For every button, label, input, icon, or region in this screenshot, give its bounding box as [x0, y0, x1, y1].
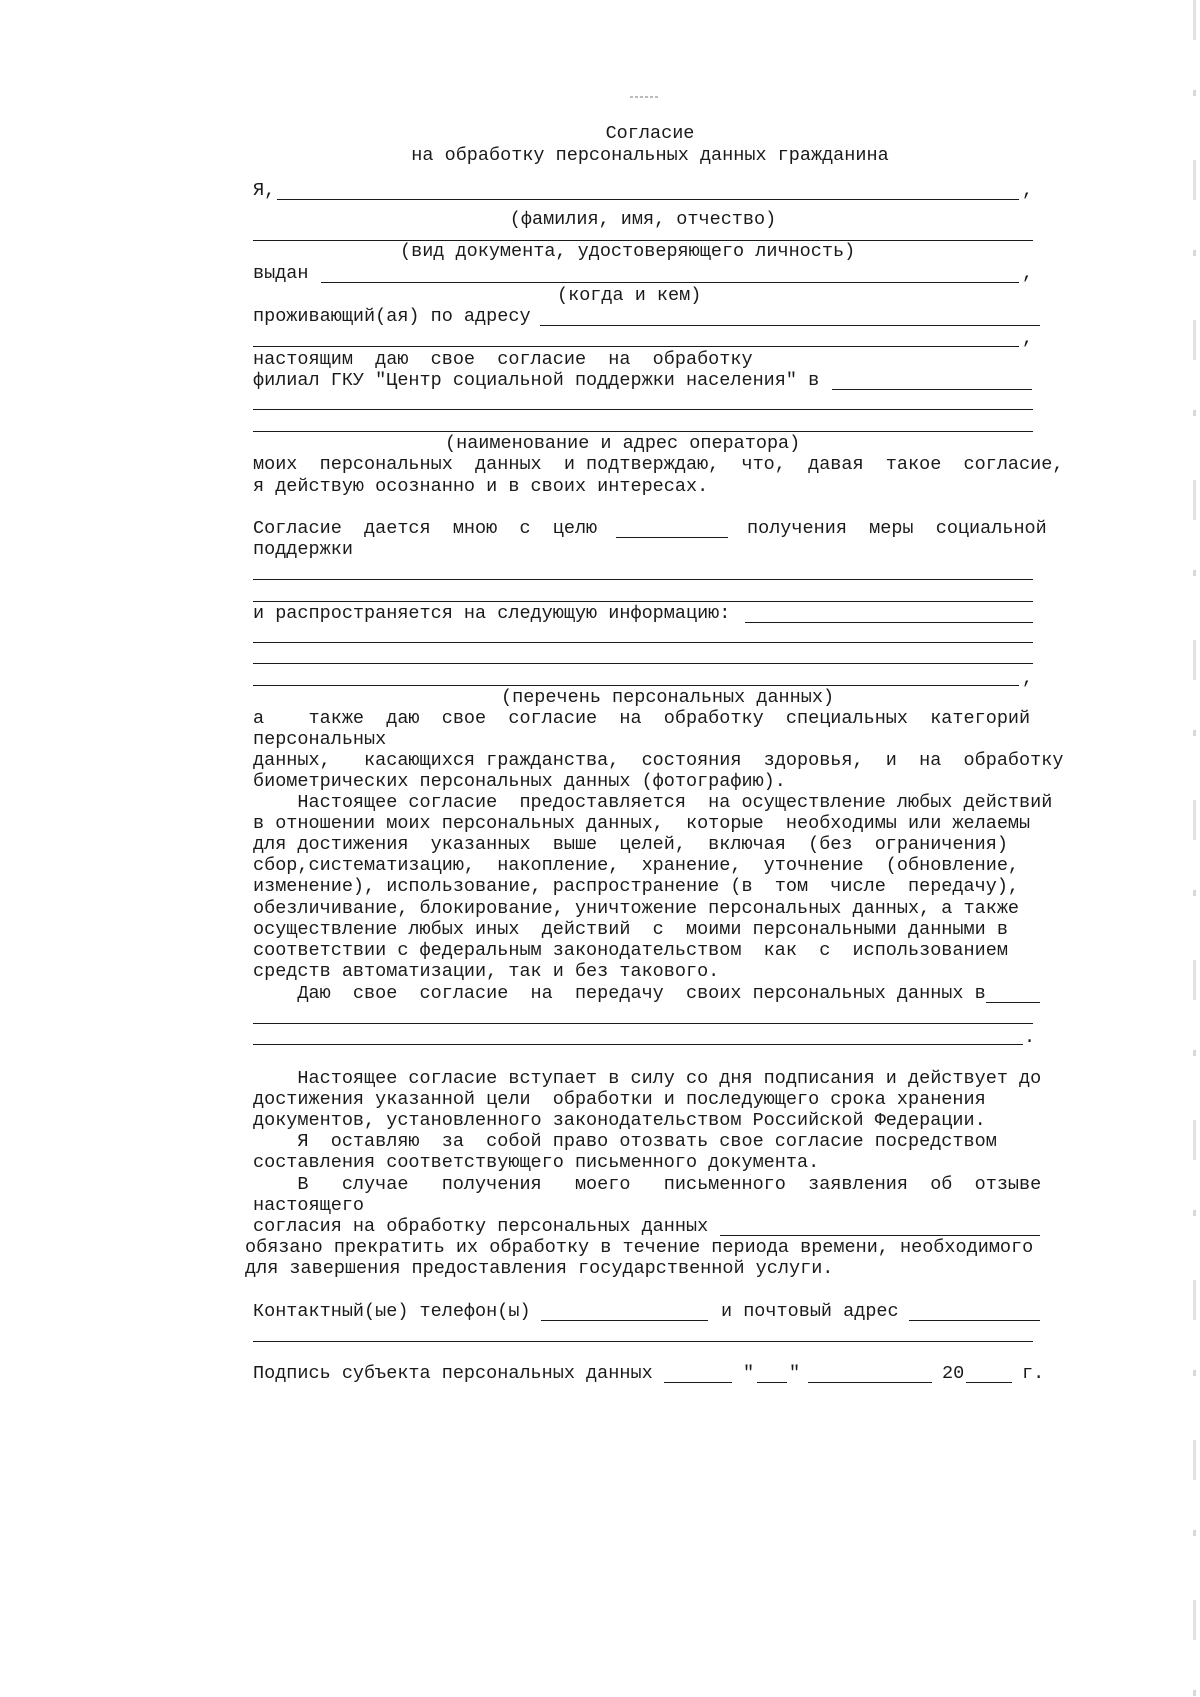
revoke-line: составления соответствующего письменного документа.	[253, 1152, 820, 1173]
postal-address-label: и почтовый адрес	[721, 1301, 899, 1322]
actions-line: для достижения указанных выше целей, включая (без ограничения)	[253, 834, 1008, 855]
info-field-line4[interactable]	[253, 685, 1019, 686]
purpose-text-end: получения меры социальной	[747, 518, 1047, 539]
scan-edge-shadow	[1193, 0, 1196, 1697]
transfer-field-line3[interactable]	[253, 1044, 1023, 1045]
validity-line: достижения указанной цели обработки и последующего срока хранения	[253, 1089, 986, 1110]
operator-caption: (наименование и адрес оператора)	[445, 433, 801, 454]
purpose-field[interactable]	[616, 537, 728, 538]
purpose-text: Согласие дается мною с целю	[253, 518, 598, 539]
address-field-line2[interactable]	[253, 346, 1019, 347]
comma: ,	[1022, 180, 1034, 201]
issued-caption: (когда и кем)	[557, 285, 702, 306]
revoke-line: Я оставляю за собой право отозвать свое согласие посредством	[253, 1131, 997, 1152]
quote-open: "	[743, 1363, 755, 1384]
stop-line: обязано прекратить их обработку в течение периода времени, необходимого	[245, 1237, 1034, 1258]
my-data-line1: моих персональных данных и подтверждаю, что, давая такое согласие,	[253, 454, 1064, 475]
revocation-field[interactable]	[720, 1235, 1040, 1236]
actions-line: средств автоматизации, так и без такового.	[253, 961, 720, 982]
comma: ,	[1022, 328, 1034, 349]
actions-line: изменение), использование, распространение (в том числе передачу),	[253, 876, 1020, 897]
scan-artifact	[630, 96, 660, 98]
period: .	[1024, 1027, 1036, 1048]
validity-line: Настоящее согласие вступает в силу со дня подписания и действует до	[253, 1068, 1042, 1089]
year-suffix: г.	[1022, 1363, 1045, 1384]
address-label: проживающий(ая) по адресу	[253, 306, 531, 327]
date-month-field[interactable]	[808, 1382, 932, 1383]
special-line3: данных, касающихся гражданства, состояния здоровья, и на обработку	[253, 750, 1064, 771]
fio-caption: (фамилия, имя, отчество)	[509, 209, 777, 230]
quote-close: "	[789, 1363, 801, 1384]
consent-text-line1: настоящим даю свое согласие на обработку	[253, 349, 753, 370]
actions-line: осуществление любых иных действий с моими персональными данными в	[253, 919, 1008, 940]
info-field-line3[interactable]	[253, 663, 1033, 664]
operator-field-line2[interactable]	[253, 431, 1033, 432]
phone-label: Контактный(ые) телефон(ы)	[253, 1301, 531, 1322]
case-line2: настоящего	[253, 1195, 365, 1216]
year-prefix: 20	[942, 1363, 965, 1384]
special-line1: а также даю свое согласие на обработку специальных категорий	[253, 708, 1031, 729]
actions-line: Настоящее согласие предоставляется на осуществление любых действий	[253, 792, 1053, 813]
transfer-field[interactable]	[986, 1002, 1040, 1003]
info-caption: (перечень персональных данных)	[501, 687, 835, 708]
validity-line: документов, установленного законодательством Российской Федерации.	[253, 1110, 986, 1131]
document-title: Согласие	[605, 123, 695, 144]
issued-label: выдан	[253, 263, 309, 284]
phone-field[interactable]	[541, 1320, 708, 1321]
postal-address-field[interactable]	[909, 1320, 1040, 1321]
purpose-text-line2: поддержки	[253, 539, 353, 560]
actions-line: соответствии с федеральным законодательством как с использованием	[253, 940, 1008, 961]
issued-field[interactable]	[321, 282, 1019, 283]
purpose-field-line2[interactable]	[253, 579, 1033, 580]
comma: ,	[1022, 263, 1034, 284]
special-line4: биометрических персональных данных (фотографию).	[253, 771, 786, 792]
special-line2: персональных	[253, 729, 387, 750]
document-subtitle: на обработку персональных данных гражданина	[411, 145, 889, 166]
my-data-line2: я действую осознанно и в своих интересах.	[253, 476, 709, 497]
info-field-line2[interactable]	[253, 642, 1033, 643]
consent-text-line2: филиал ГКУ "Центр социальной поддержки населения" в	[253, 370, 820, 391]
ya-prefix: Я,	[253, 180, 276, 201]
signature-field[interactable]	[664, 1382, 732, 1383]
actions-line: в отношении моих персональных данных, которые необходимы или желаемы	[253, 813, 1031, 834]
date-year-field[interactable]	[966, 1382, 1012, 1383]
actions-line: обезличивание, блокирование, уничтожение персональных данных, а также	[253, 898, 1020, 919]
purpose-field-line3[interactable]	[253, 601, 1033, 602]
transfer-field-line2[interactable]	[253, 1023, 1033, 1024]
case-line1: В случае получения моего письменного заявления об отзыве	[253, 1174, 1042, 1195]
address-field[interactable]	[540, 325, 1040, 326]
branch-field[interactable]	[832, 389, 1032, 390]
case-line3: согласия на обработку персональных данных	[253, 1216, 709, 1237]
comma: ,	[1022, 668, 1034, 689]
identity-document-caption: (вид документа, удостоверяющего личность)	[400, 241, 856, 262]
fio-field[interactable]	[277, 199, 1019, 200]
transfer-line: Даю свое согласие на передачу своих персональных данных в	[253, 983, 986, 1004]
operator-field-line1[interactable]	[253, 409, 1033, 410]
stop-line: для завершения предоставления государственной услуги.	[245, 1258, 834, 1279]
info-label: и распространяется на следующую информацию:	[253, 603, 731, 624]
actions-line: сбор,систематизацию, накопление, хранение, уточнение (обновление,	[253, 855, 1020, 876]
date-day-field[interactable]	[757, 1382, 787, 1383]
signature-label: Подпись субъекта персональных данных	[253, 1363, 653, 1384]
info-field[interactable]	[745, 622, 1033, 623]
postal-address-field-line2[interactable]	[253, 1341, 1033, 1342]
